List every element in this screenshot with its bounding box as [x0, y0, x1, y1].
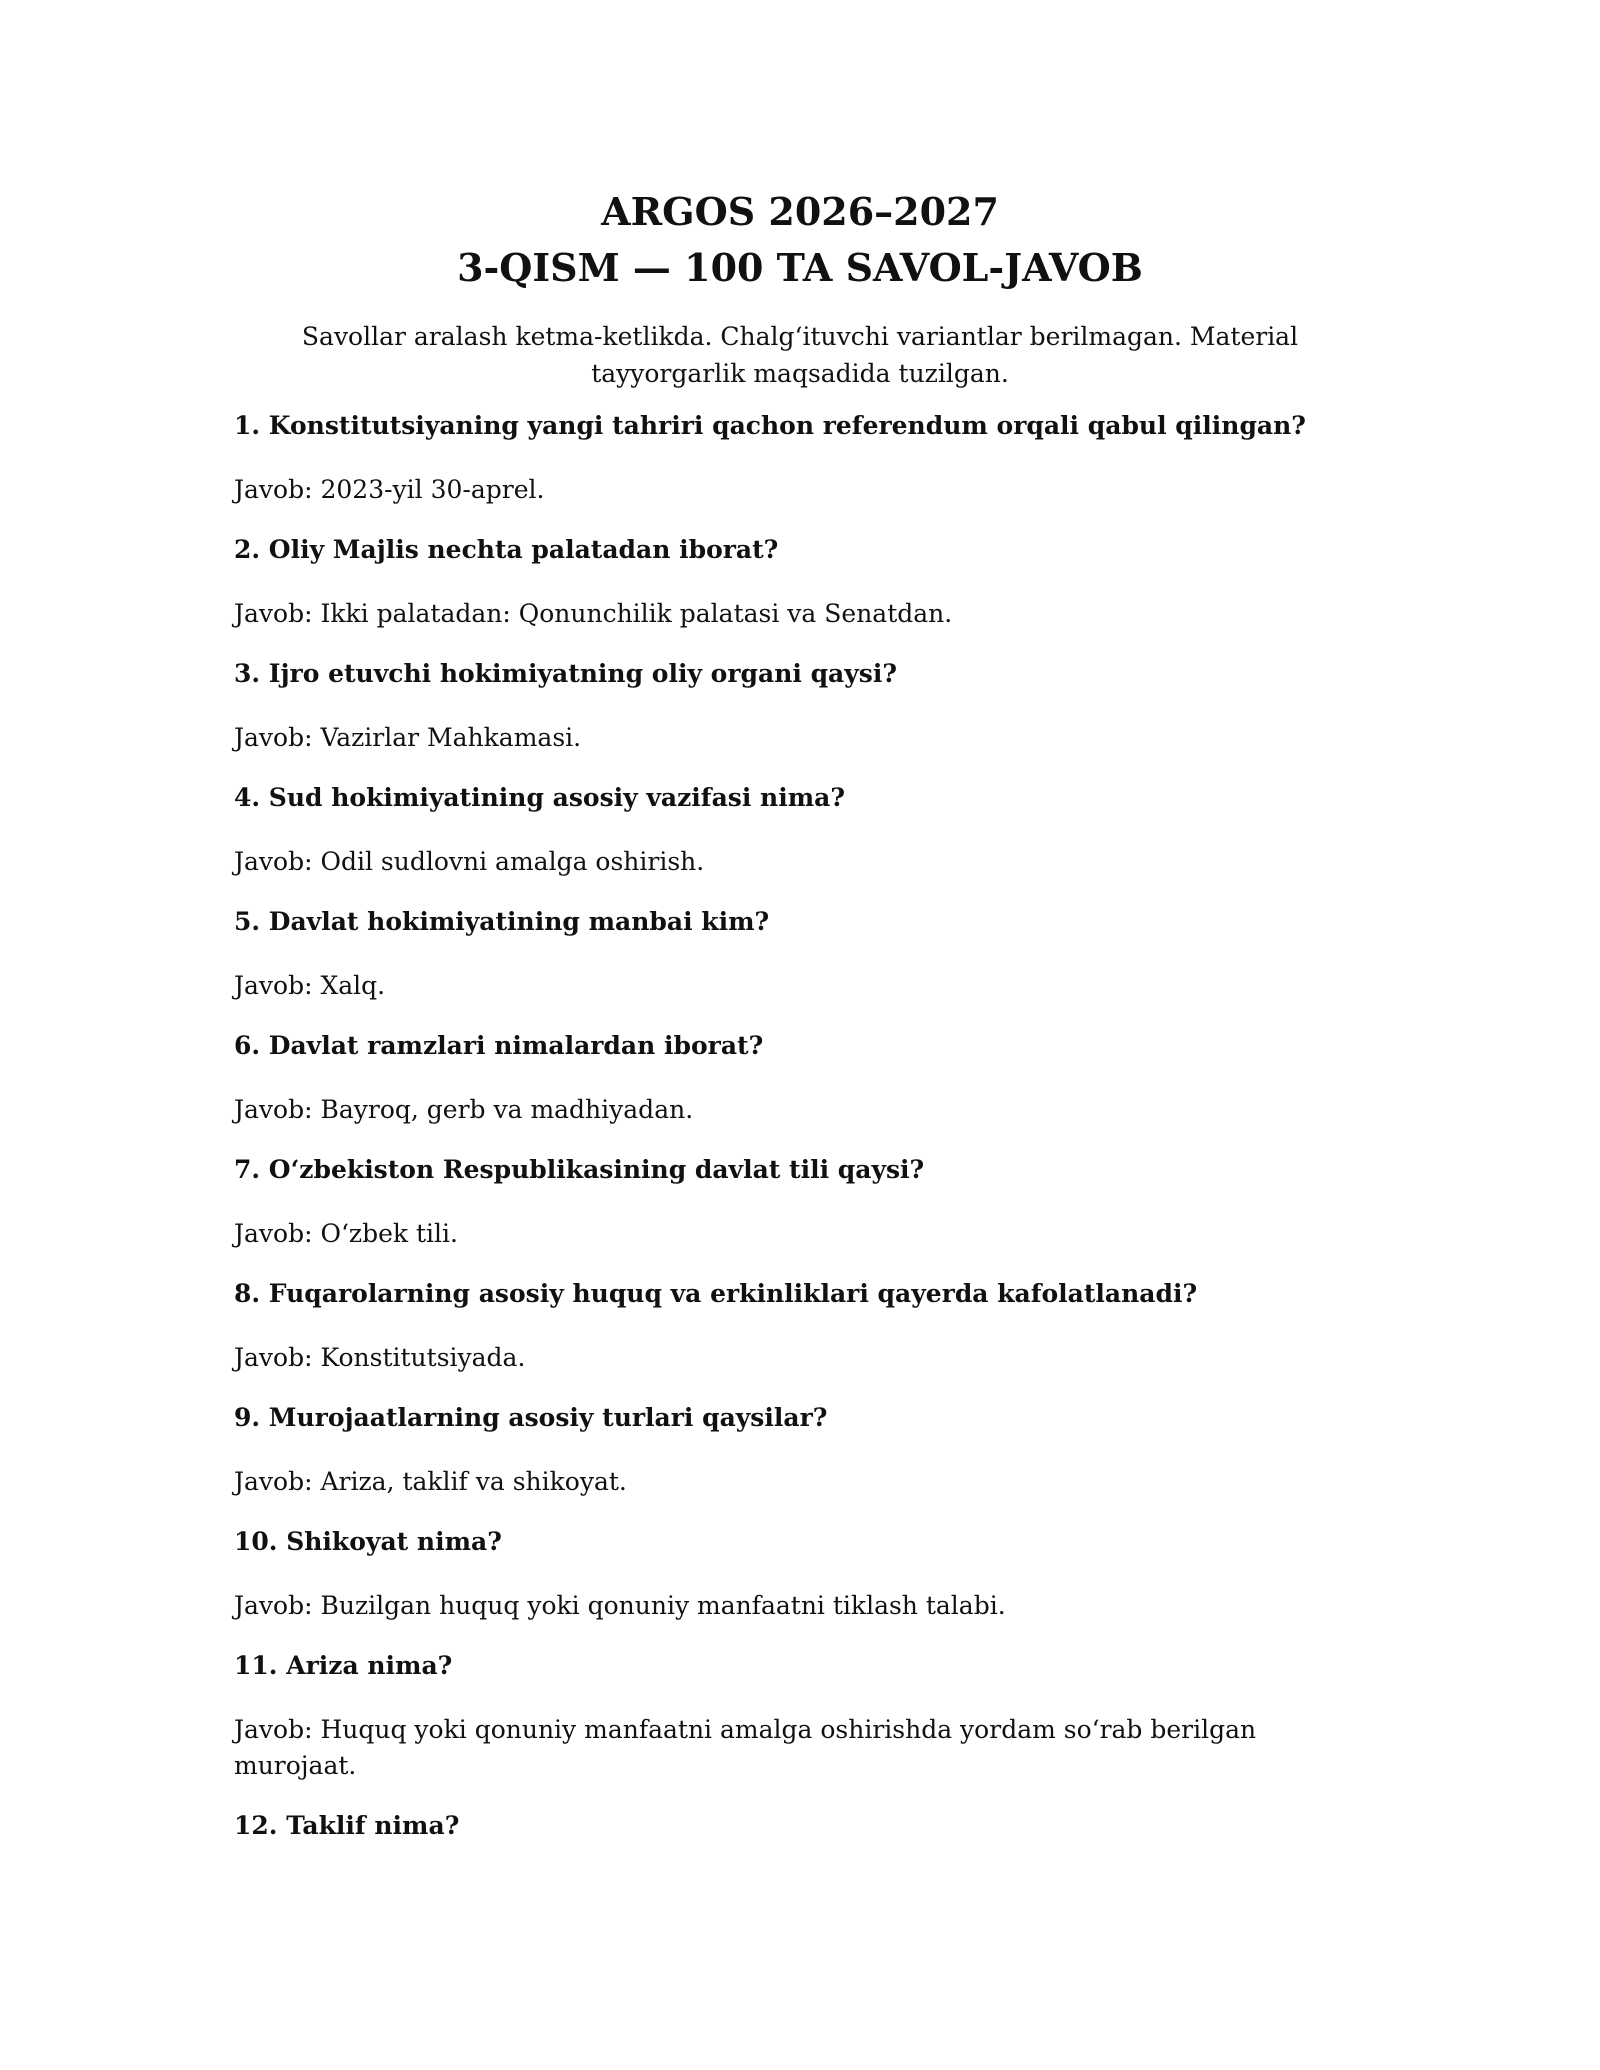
answer-8: Javob: Konstitutsiyada.	[234, 1343, 526, 1372]
question-2: 2. Oliy Majlis nechta palatadan iborat?	[234, 535, 779, 564]
answer-1: Javob: 2023-yil 30-aprel.	[234, 475, 545, 504]
question-6: 6. Davlat ramzlari nimalardan iborat?	[234, 1031, 764, 1060]
question-10: 10. Shikoyat nima?	[234, 1527, 502, 1556]
answer-3: Javob: Vazirlar Mahkamasi.	[234, 723, 582, 752]
answer-4: Javob: Odil sudlovni amalga oshirish.	[234, 847, 705, 876]
question-4: 4. Sud hokimiyatining asosiy vazifasi nima?	[234, 783, 846, 812]
document-title	[234, 184, 1366, 296]
intro-paragraph: Savollar aralash ketma-ketlikda. Chalg‘ituvchi variantlar berilmagan. Material tayyorgarlik maqsadida tuzilgan.	[301, 322, 1299, 388]
answer-6: Javob: Bayroq, gerb va madhiyadan.	[234, 1095, 694, 1124]
question-5: 5. Davlat hokimiyatining manbai kim?	[234, 907, 770, 936]
answer-2: Javob: Ikki palatadan: Qonunchilik palatasi va Senatdan.	[234, 599, 953, 628]
answer-10: Javob: Buzilgan huquq yoki qonuniy manfaatni tiklash talabi.	[234, 1591, 1006, 1620]
answer-5: Javob: Xalq.	[234, 971, 386, 1000]
title-line-2: 3-QISM — 100 TA SAVOL-JAVOB	[457, 245, 1143, 290]
question-8: 8. Fuqarolarning asosiy huquq va erkinliklari qayerda kafolatlanadi?	[234, 1279, 1198, 1308]
title-line-1: ARGOS 2026–2027	[601, 189, 999, 234]
answer-9: Javob: Ariza, taklif va shikoyat.	[234, 1467, 627, 1496]
question-3: 3. Ijro etuvchi hokimiyatning oliy organi qaysi?	[234, 659, 898, 688]
answer-7: Javob: O‘zbek tili.	[234, 1219, 458, 1248]
question-1: 1. Konstitutsiyaning yangi tahriri qachon referendum orqali qabul qilingan?	[234, 411, 1306, 440]
answer-11: Javob: Huquq yoki qonuniy manfaatni amalga oshirishda yordam so‘rab berilgan murojaat.	[234, 1715, 1257, 1780]
question-12: 12. Taklif nima?	[234, 1811, 460, 1840]
question-11: 11. Ariza nima?	[234, 1651, 453, 1680]
question-7: 7. O‘zbekiston Respublikasining davlat tili qaysi?	[234, 1155, 925, 1184]
question-9: 9. Murojaatlarning asosiy turlari qaysilar?	[234, 1403, 828, 1432]
document-page	[234, 184, 1366, 1844]
qa-list	[234, 408, 1366, 1844]
